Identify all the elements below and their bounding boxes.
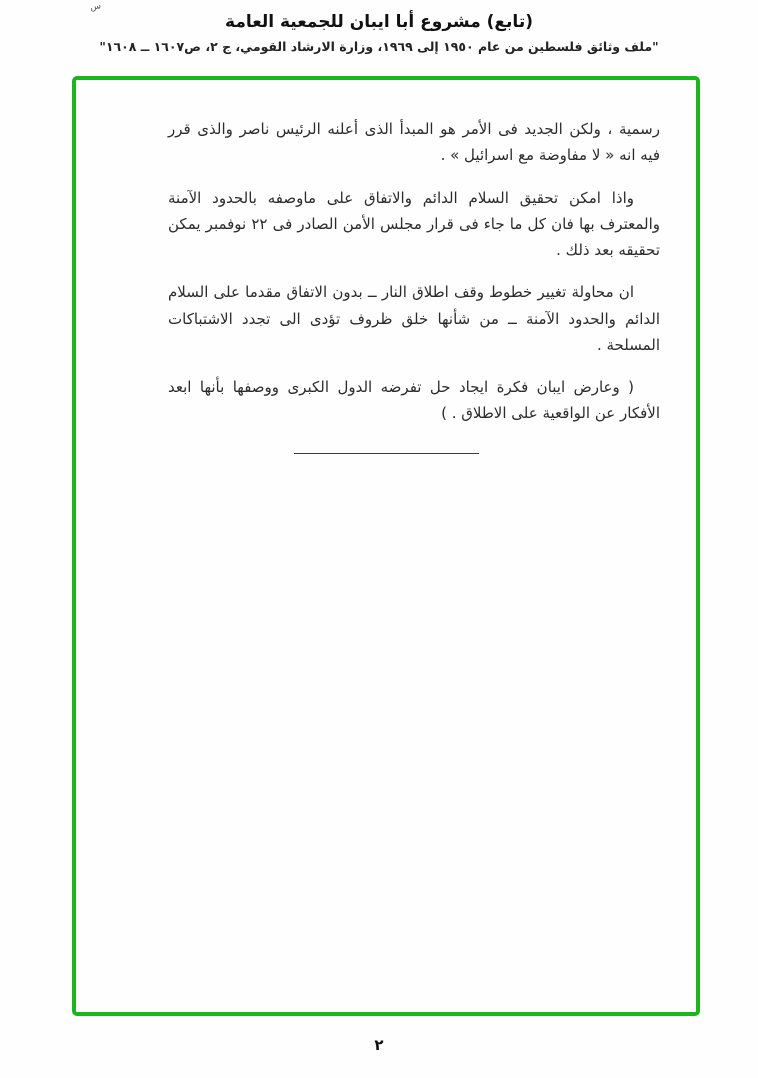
source-citation: "ملف وثائق فلسطين من عام ١٩٥٠ إلى ١٩٦٩، وزارة الارشاد القومي، ج ٢، ص١٦٠٧ ــ ١٦٠٨" [99, 39, 659, 54]
paragraph-1: رسمية ، ولكن الجديد فى الأمر هو المبدأ الذى أعلنه الرئيس ناصر والذى قرر فيه انه « لا مفاوضة مع اسرائيل » . [168, 120, 660, 165]
text-block [76, 80, 696, 427]
section-divider [294, 453, 479, 454]
page-number: ٢ [374, 1036, 384, 1054]
paragraph-4: ( وعارض ايبان فكرة ايجاد حل تفرضه الدول الكبرى ووصفها بأنها ابعد الأفكار عن الواقعية على الاطلاق . ) [168, 378, 660, 423]
scan-artifact-mark: س [89, 1, 102, 13]
document-header [0, 12, 758, 54]
content-frame [72, 76, 700, 1016]
document-title: (تابع) مشروع أبا ايبان للجمعية العامة [225, 12, 533, 32]
paragraph-2: واذا امكن تحقيق السلام الدائم والاتفاق على ماوصفه بالحدود الآمنة والمعترف بها فان كل ما جاء فى قرار مجلس الأمن الصادر فى ٢٢ نوفمبر يمكن تحقيقه بعد ذلك . [168, 188, 660, 259]
paragraph-3: ان محاولة تغيير خطوط وقف اطلاق النار ــ بدون الاتفاق مقدما على السلام الدائم والحدود الآمنة ــ من شأنها خلق ظروف تؤدى الى تجدد الاشتباكات المسلحة . [168, 283, 660, 354]
